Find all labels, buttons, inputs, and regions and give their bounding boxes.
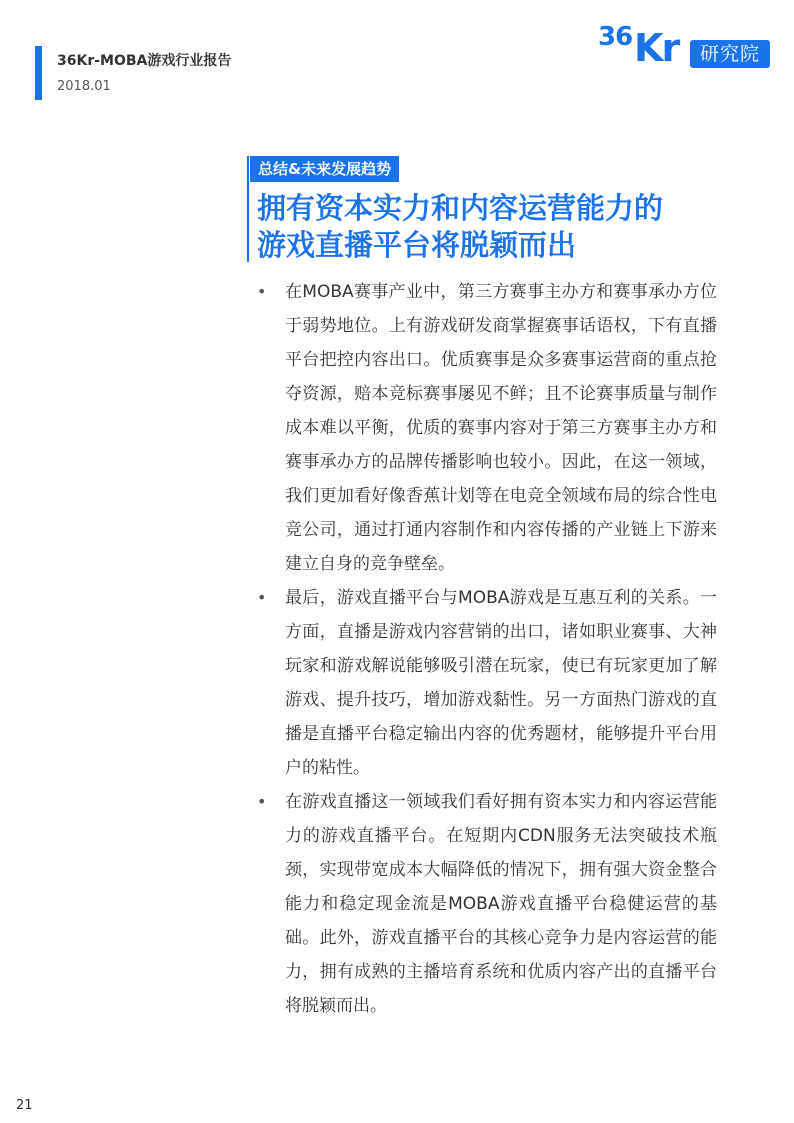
logo-letters: Kr — [634, 26, 679, 70]
list-item — [257, 785, 717, 1023]
list-item — [257, 581, 717, 785]
headline-line-1: 拥有资本实力和内容运营能力的 — [257, 191, 664, 225]
report-date: 2018.01 — [57, 79, 111, 94]
bullet-text: 在游戏直播这一领域我们看好拥有资本实力和内容运营能力的游戏直播平台。在短期内CDN服务无法突破技术瓶颈，实现带宽成本大幅降低的情况下，拥有强大资金整合能力和稳定现金流是MOBA游戏直播平台稳健运营的基础。此外，游戏直播平台的其核心竞争力是内容运营的能力，拥有成熟的主播培育系统和优质内容产出的直播平台将脱颖而出。 — [285, 792, 717, 1016]
section-tag: 总结&未来发展趋势 — [250, 156, 399, 182]
logo-number: 36 — [598, 22, 633, 52]
bullet-text: 在MOBA赛事产业中，第三方赛事主办方和赛事承办方位于弱势地位。上有游戏研发商掌握赛事话语权，下有直播平台把控内容出口。优质赛事是众多赛事运营商的重点抢夺资源，赔本竞标赛事屡见不鲜；且不论赛事质量与制作成本难以平衡，优质的赛事内容对于第三方赛事主办方和赛事承办方的品牌传播影响也较小。因此，在这一领域，我们更加看好像香蕉计划等在电竞全领域布局的综合性电竞公司，通过打通内容制作和内容传播的产业链上下游来建立自身的竞争壁垒。 — [285, 282, 717, 574]
bullet-marker: • — [257, 792, 267, 811]
section-accent-line — [247, 156, 249, 262]
bullet-list — [257, 275, 717, 1023]
logo-institute-label: 研究院 — [690, 40, 770, 68]
bullet-marker: • — [257, 282, 267, 301]
bullet-text: 最后，游戏直播平台与MOBA游戏是互惠互利的关系。一方面，直播是游戏内容营销的出口，诸如职业赛事、大神玩家和游戏解说能够吸引潜在玩家，使已有玩家更加了解游戏、提升技巧，增加游戏黏性。另一方面热门游戏的直播是直播平台稳定输出内容的优秀题材，能够提升平台用户的粘性。 — [285, 588, 717, 778]
page-headline — [257, 190, 777, 264]
list-item — [257, 275, 717, 581]
header-accent-bar — [35, 46, 42, 100]
headline-line-2: 游戏直播平台将脱颖而出 — [257, 228, 577, 262]
logo-36kr-institute — [598, 22, 776, 74]
page-number: 21 — [16, 1098, 33, 1113]
bullet-marker: • — [257, 588, 267, 607]
report-title: 36Kr-MOBA游戏行业报告 — [57, 53, 232, 69]
